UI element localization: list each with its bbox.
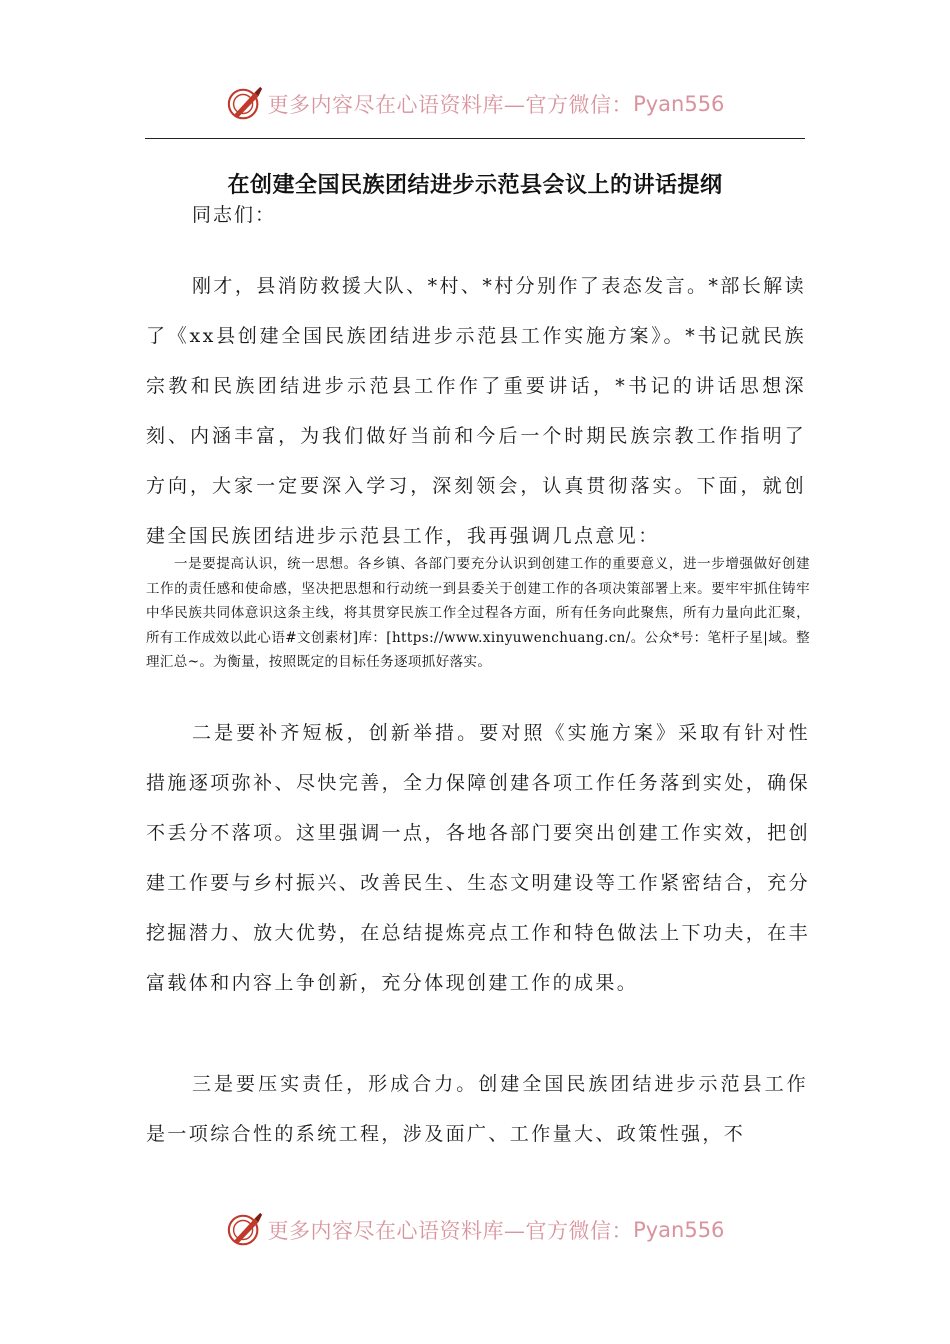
document-title: 在创建全国民族团结进步示范县会议上的讲话提纲 [227,173,723,198]
paragraph-point-one: 一是要提高认识，统一思想。各乡镇、各部门要充分认识到创建工作的重要意义，进一步增强做好创建工作的责任感和使命感，坚决把思想和行动统一到县委关于创建工作的各项决策部署上来。要牢牢抓住铸牢中华民族共同体意识这条主线，将其贯穿民族工作全过程各方面，所有任务向此聚焦，所有力量向此汇聚，所有工作成效以此心语#文创素材]库：[https://www.xinyuwenchuang.cn/。公众*号：笔杆子星|域。整理汇总~。为衡量，按照既定的目标任务逐项抓好落实。 [146,556,810,670]
pen-logo-icon [226,1211,264,1249]
watermark-wechat-id: Pyan556 [633,1218,725,1242]
pen-logo-icon [226,85,264,123]
header-watermark [0,84,950,124]
watermark-text: 更多内容尽在心语资料库—官方微信： [267,1219,634,1243]
watermark-text: 更多内容尽在心语资料库—官方微信： [267,93,634,117]
footer-watermark [0,1210,950,1250]
header-divider [145,138,805,139]
watermark-wechat-id: Pyan556 [633,92,725,116]
paragraph-point-two: 二是要补齐短板，创新举措。要对照《实施方案》采取有针对性措施逐项弥补、尽快完善，全力保障创建各项工作任务落到实处，确保不丢分不落项。这里强调一点，各地各部门要突出创建工作实效，把创建工作要与乡村振兴、改善民生、生态文明建设等工作紧密结合，充分挖掘潜力、放大优势，在总结提炼亮点工作和特色做法上下功夫，在丰富载体和内容上争创新，充分体现创建工作的成果。 [146,722,810,994]
paragraph-point-three: 三是要压实责任，形成合力。创建全国民族团结进步示范县工作是一项综合性的系统工程，涉及面广、工作量大、政策性强，不 [146,1073,808,1145]
salutation: 同志们： [192,204,277,226]
paragraph-intro: 刚才，县消防救援大队、*村、*村分别作了表态发言。*部长解读了《xx县创建全国民族团结进步示范县工作实施方案》。*书记就民族宗教和民族团结进步示范县工作作了重要讲话，*书记的讲话思想深刻、内涵丰富，为我们做好当前和今后一个时期民族宗教工作指明了方向，大家一定要深入学习，深刻领会，认真贯彻落实。下面，就创建全国民族团结进步示范县工作，我再强调几点意见： [146,275,806,547]
